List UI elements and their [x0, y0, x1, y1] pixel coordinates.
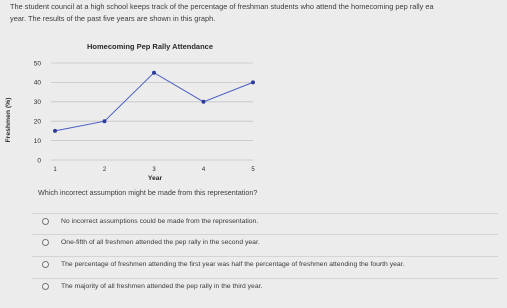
answer-option-1[interactable]	[32, 213, 498, 228]
y-tick-label: 20	[33, 118, 41, 126]
radio-button[interactable]	[42, 283, 49, 290]
x-tick-label: 3	[152, 167, 156, 173]
x-tick-label: 4	[201, 167, 206, 173]
data-point	[251, 80, 255, 84]
data-point	[53, 129, 57, 133]
y-tick-label: 40	[33, 79, 41, 87]
y-tick-label: 10	[33, 137, 41, 145]
radio-button[interactable]	[42, 239, 49, 246]
y-tick-label: 0	[37, 157, 41, 165]
intro-line-1: The student council at a high school keeps track of the percentage of freshman students who attend the homecoming pep rally ea	[10, 2, 434, 11]
answer-option-4[interactable]	[32, 278, 498, 293]
x-tick-label: 1	[53, 167, 57, 173]
option-text: No incorrect assumptions could be made from the representation.	[61, 217, 259, 225]
x-tick-label: 2	[102, 167, 107, 173]
option-text: The percentage of freshmen attending the first year was half the percentage of freshmen attending the fourth year.	[61, 260, 405, 268]
radio-button[interactable]	[42, 261, 49, 268]
chart-title: Homecoming Pep Rally Attendance	[87, 42, 213, 51]
answer-option-3[interactable]	[32, 256, 498, 271]
data-point	[152, 71, 156, 75]
radio-button[interactable]	[42, 218, 49, 225]
question-prompt: Which incorrect assumption might be made from this representation?	[38, 188, 258, 197]
data-point	[103, 119, 107, 123]
x-tick-label: 5	[251, 167, 255, 173]
option-text: One-fifth of all freshmen attended the pep rally in the second year.	[61, 238, 260, 246]
intro-line-2: year. The results of the past five years are shown in this graph.	[10, 14, 216, 23]
y-tick-label: 50	[33, 60, 41, 68]
x-axis-label: Year	[147, 175, 163, 182]
data-point	[202, 100, 206, 104]
y-axis-label: Freshmen (%)	[5, 97, 12, 143]
answer-option-2[interactable]	[32, 234, 498, 249]
option-text: The majority of all freshmen attended the pep rally in the third year.	[61, 282, 263, 290]
y-tick-label: 30	[33, 99, 41, 107]
